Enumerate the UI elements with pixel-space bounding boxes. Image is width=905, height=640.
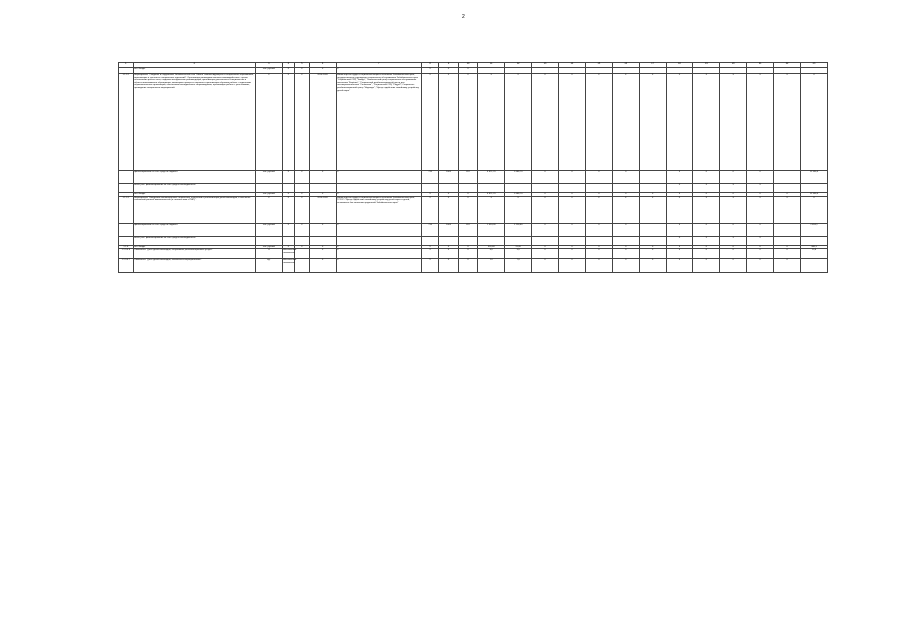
table-row (119, 74, 828, 171)
table-cell (458, 184, 478, 193)
table-cell: 0 (585, 223, 612, 236)
table-cell: 0 (720, 193, 747, 197)
table-cell: Х (422, 193, 439, 197)
table-cell (801, 236, 828, 245)
table-cell: 0 (747, 249, 774, 259)
table-cell: 0 (666, 249, 693, 259)
table-cell: Х (309, 223, 336, 236)
table-cell (774, 236, 801, 245)
table-cell (505, 184, 532, 193)
header-cell: 1 (119, 63, 134, 68)
table-cell: 0 (585, 249, 612, 259)
table-cell: Х (666, 196, 693, 223)
table-cell: Х (720, 74, 747, 171)
table-cell: Показатель "Доля детей-инвалидов, получивших реабилитационные услуги". (133, 249, 255, 259)
table-cell (295, 249, 310, 259)
table-cell: Х (532, 196, 559, 223)
table-cell: Министерство труда и социальной защиты населения Забайкальского края; ГСУСО "Центр содействия семейному устройству детей-сирот и детей, оставшихся без попечения родителей Забайкальского края" (336, 196, 422, 223)
table-cell: Х (255, 74, 282, 171)
table-cell: 0 (720, 245, 747, 249)
table-cell: 0 (558, 193, 585, 197)
table-cell (422, 236, 439, 245)
table-cell: Х (666, 184, 693, 193)
table-cell: Х (295, 68, 310, 74)
table-cell (439, 236, 459, 245)
table-cell: 733 (422, 171, 439, 184)
table-cell: 0 (585, 245, 612, 249)
table-cell: 0 (532, 223, 559, 236)
table-cell (282, 236, 294, 245)
table-cell: 2 653,1 (801, 223, 828, 236)
table-cell (119, 236, 134, 245)
table-cell: 0 (666, 193, 693, 197)
table-cell: Х (532, 74, 559, 171)
table-cell (532, 236, 559, 245)
table-cell: Х (801, 196, 828, 223)
table-cell: 0 (639, 259, 666, 273)
table-cell: Х (585, 74, 612, 171)
table-cell: Х (458, 74, 478, 171)
table-cell: Показатель "Доля детей-инвалидов, охваченных мероприятиями". (133, 259, 255, 273)
table-cell: Х (422, 74, 439, 171)
table-cell (336, 236, 422, 245)
table-cell: Х (336, 68, 422, 74)
header-cell: 8 (422, 63, 439, 68)
table-cell (558, 236, 585, 245)
table-cell: Х (295, 193, 310, 197)
header-cell: 16 (612, 63, 639, 68)
table-cell (255, 236, 282, 245)
table-cell: Х (336, 193, 422, 197)
table-cell: Х (295, 74, 310, 171)
table-cell: Х (439, 196, 459, 223)
table-cell: Х (458, 245, 478, 249)
table-row (119, 184, 828, 193)
header-cell: 11 (478, 63, 505, 68)
table-cell: 0 (747, 245, 774, 249)
header-cell: 9 (439, 63, 459, 68)
table-cell: Х (747, 236, 774, 245)
table-cell: Х (505, 74, 532, 171)
table-cell: 0 (720, 259, 747, 273)
table-cell (639, 236, 666, 245)
table-cell: 0 (532, 193, 559, 197)
table-cell: 0 (747, 259, 774, 273)
table-cell: Х (439, 245, 459, 249)
table-cell (505, 236, 532, 245)
table-cell: Х (747, 196, 774, 223)
header-cell: 19 (693, 63, 720, 68)
table-cell (295, 236, 310, 245)
header-cell: 3 (255, 63, 282, 68)
table-cell: тыс. рублей (255, 223, 282, 236)
table-row (119, 249, 828, 259)
table-cell: 1.1.6 (119, 245, 134, 249)
table-cell: Х (336, 249, 422, 259)
table-cell (309, 184, 336, 193)
table-cell (532, 184, 559, 193)
header-cell: 6 (309, 63, 336, 68)
table-cell: Мероприятие "Внедрение инновационных социальных технологий в реабилитации детей-инвалидов, в том числе технологий раннего вмешательства (в соответствии с ПНП)". (133, 196, 255, 223)
table-cell: 14 (478, 259, 505, 273)
table-cell: Х (422, 259, 439, 273)
table-cell: Х (295, 196, 310, 223)
table-cell: Х (639, 196, 666, 223)
table-cell: 1 228,80 (505, 223, 532, 236)
table-cell: Министерство труда и социальной защиты населения Забайкальского края; государственные учреждения социального обслуживания Забайкальского края "Социальный СРЦ "Звезда", "Комплексный центр социального обслуживания населения "Берёзка", "Социальный реабилитационный центр для несовершеннолетних "Солнышко", "Социальный СРЦ "Радуга"; Социально-реабилитационный центр "Надежда", "Центр содействия семейному устройству детей-сирот" (336, 74, 422, 171)
table-cell: 1003 (439, 171, 459, 184)
table-cell: 0 (666, 171, 693, 184)
table-cell: 0 (532, 245, 559, 249)
table-cell: 13,8 (801, 249, 828, 259)
table-cell (612, 184, 639, 193)
table-row (119, 259, 828, 273)
table-cell: 1.1.5.4.6 (119, 249, 134, 259)
table-cell: 733 (422, 223, 439, 236)
table-cell: 11 536,4 (801, 171, 828, 184)
table-cell: Х (439, 193, 459, 197)
table-cell: 0 (693, 245, 720, 249)
table-cell: 388,3 (801, 245, 828, 249)
table-cell: ед. (255, 259, 282, 273)
header-cell: 23 (801, 63, 828, 68)
table-cell: Х (478, 196, 505, 223)
table-cell (639, 223, 666, 236)
table-cell: 0 (639, 245, 666, 249)
table-cell: 0 (720, 249, 747, 259)
table-cell: % (255, 249, 282, 259)
table-row (119, 196, 828, 223)
table-cell: Х (282, 68, 294, 74)
table-cell: 1 066,70 (505, 193, 532, 197)
table-cell (612, 236, 639, 245)
table-cell: Х (458, 259, 478, 273)
table-cell: Х (693, 74, 720, 171)
page-number: 2 (462, 14, 465, 20)
table-cell: 0 (666, 245, 693, 249)
table-cell: Х (336, 245, 422, 249)
table-cell: Х (422, 196, 439, 223)
table-cell: Х (336, 223, 422, 236)
table-cell: Абсолютный показатель (282, 249, 294, 259)
header-cell: 18 (666, 63, 693, 68)
table-cell: 0 (747, 171, 774, 184)
table-cell (585, 236, 612, 245)
table-cell: 3,0 (505, 249, 532, 259)
table-cell: 0 (532, 171, 559, 184)
table-cell: тыс. рублей (255, 68, 282, 74)
table-cell: 0 (558, 223, 585, 236)
table-cell: 11 536,4 (801, 193, 828, 197)
table-cell: 0 (558, 249, 585, 259)
header-cell: 10 (458, 63, 478, 68)
table-cell: 0 (532, 249, 559, 259)
header-cell: 5 (295, 63, 310, 68)
table-cell: все Фонды (133, 193, 255, 197)
table-cell: 0 (558, 259, 585, 273)
table-cell (478, 236, 505, 245)
table-cell: 2014-2020 (309, 74, 336, 171)
table-cell: Х (666, 74, 693, 171)
table-cell: 0 (639, 249, 666, 259)
table-cell: Х (309, 68, 336, 74)
table-cell: 0 (693, 249, 720, 259)
table-cell (774, 223, 801, 236)
table-cell: все Фонды (133, 68, 255, 74)
table-cell: Х (282, 171, 294, 184)
table-cell: 0 (558, 171, 585, 184)
table-cell (439, 184, 459, 193)
table-cell: 4 671,70 (478, 171, 505, 184)
table-cell: 1.1.5.2 (119, 196, 134, 223)
table-cell: Х (747, 184, 774, 193)
table-cell: 0 (693, 223, 720, 236)
table-row (119, 171, 828, 184)
table-cell: Х (458, 196, 478, 223)
table-cell (478, 184, 505, 193)
table-cell: Х (585, 196, 612, 223)
table-row (119, 236, 828, 245)
table-cell: финансирование за счет средств бюджета (133, 223, 255, 236)
table-cell: Мероприятие "Создание и содержание Забайкальской сети "Школа" компенсирующего и специального образования, включающих в том числе специальных отделений". Организация межведомственного взаимодействия с целью обеспечения работы сети; создание методических рекомендаций; организация деятельности специалистов в области инклюзивного образования; мониторинг процесса открытия и организация обучения работы с педагогами образовательных организаций, обеспечение методического сопровождения; организация работы с участниками; проведение специальных мероприятий. (133, 74, 255, 171)
table-cell (309, 236, 336, 245)
table-cell (639, 171, 666, 184)
table-cell (255, 184, 282, 193)
table-cell: 612 (458, 171, 478, 184)
table-cell: Х (282, 196, 294, 223)
table-cell: Х (612, 196, 639, 223)
table-cell: 1.1.5.4.7 (119, 259, 134, 273)
table-cell: тыс. рублей (255, 245, 282, 249)
table-cell: тыс. рублей (255, 193, 282, 197)
table-cell: Х (720, 236, 747, 245)
table-cell: 0 (720, 223, 747, 236)
table-cell: Х (422, 245, 439, 249)
table-cell: Х (282, 193, 294, 197)
table-cell: Х (458, 68, 478, 74)
header-cell: 20 (720, 63, 747, 68)
table-cell: 0 (666, 223, 693, 236)
table-cell: 2014-2020 (309, 196, 336, 223)
table-cell: Х (255, 196, 282, 223)
table-cell (458, 236, 478, 245)
table-cell: 1 066,70 (505, 171, 532, 184)
table-cell: Х (801, 74, 828, 171)
table-cell: Х (439, 259, 459, 273)
table-cell: Х (336, 259, 422, 273)
table-cell: 0 (693, 259, 720, 273)
header-cell: 14 (558, 63, 585, 68)
table-cell (585, 184, 612, 193)
table-cell: 0 (774, 249, 801, 259)
table-cell (801, 184, 828, 193)
table-cell (119, 223, 134, 236)
table-cell (558, 184, 585, 193)
table-cell: Х (693, 236, 720, 245)
table-cell: 0 (747, 193, 774, 197)
table-cell: всего (тыс. финансирование за счет средств внебюджетных (133, 184, 255, 193)
table-cell: Х (309, 171, 336, 184)
table-cell: Х (693, 196, 720, 223)
table-cell: 1 424,30 (478, 223, 505, 236)
table-cell: 1.1.5.1 (119, 74, 134, 171)
table-cell: Х (439, 74, 459, 171)
header-cell: 22 (774, 63, 801, 68)
table-cell: 0 (532, 259, 559, 273)
table-cell: 4 671,70 (478, 193, 505, 197)
header-cell: 12 (505, 63, 532, 68)
table-cell: 0 (585, 193, 612, 197)
table-cell: Х (309, 249, 336, 259)
table-cell: 7,0 (505, 259, 532, 273)
table-cell: Абсолютный показатель (282, 259, 294, 273)
table-cell (801, 259, 828, 273)
table-cell: Х (639, 74, 666, 171)
table-cell: Х (720, 184, 747, 193)
table-cell: Х (720, 196, 747, 223)
table-cell: 0 (774, 245, 801, 249)
table-cell: 0 (774, 259, 801, 273)
table-cell: 0 (558, 245, 585, 249)
table-cell: Х (295, 171, 310, 184)
table-cell: Х (295, 245, 310, 249)
table-cell (774, 171, 801, 184)
table-cell: 301,48 (478, 245, 505, 249)
table-cell: 0 (585, 259, 612, 273)
table-cell: Х (282, 74, 294, 171)
header-cell: 21 (747, 63, 774, 68)
table-cell: 0 (693, 171, 720, 184)
table-cell (282, 184, 294, 193)
table-cell: Х (282, 223, 294, 236)
table-cell: Х (558, 74, 585, 171)
table-cell: 612 (458, 223, 478, 236)
table-cell: 0 (747, 223, 774, 236)
table-cell: 0 (774, 193, 801, 197)
table-cell: Х (422, 68, 439, 74)
table-cell: 0 (612, 245, 639, 249)
table-cell: финансирование за счет средств бюджета (133, 171, 255, 184)
table-cell: Х (309, 193, 336, 197)
table-cell (422, 184, 439, 193)
table-cell: 0 (693, 193, 720, 197)
table-cell: 4,0 (478, 249, 505, 259)
table-cell: 0 (612, 259, 639, 273)
table-cell: Х (439, 68, 459, 74)
header-cell: 2 (133, 63, 255, 68)
table-cell: Х (774, 74, 801, 171)
header-cell: 13 (532, 63, 559, 68)
table-cell: Х (282, 245, 294, 249)
table-cell (336, 184, 422, 193)
table-cell: Х (336, 171, 422, 184)
table-cell: 0 (666, 259, 693, 273)
table-cell: Х (612, 74, 639, 171)
table-cell: всего (тыс. финансирование за счет средств внебюджетных (133, 236, 255, 245)
table-cell: Х (295, 223, 310, 236)
table-cell: 0 (612, 249, 639, 259)
table-cell: Х (458, 193, 478, 197)
table-cell: 0 (720, 171, 747, 184)
header-cell: 4 (282, 63, 294, 68)
table-cell: тыс. рублей (255, 171, 282, 184)
table-cell: Х (558, 196, 585, 223)
table-row (119, 223, 828, 236)
program-table (118, 62, 828, 273)
header-cell: 15 (585, 63, 612, 68)
table-cell: Х (505, 196, 532, 223)
table-cell: Х (422, 249, 439, 259)
table-cell: Х (747, 74, 774, 171)
table-cell: Х (458, 249, 478, 259)
table-cell: Х (439, 249, 459, 259)
header-cell: 17 (639, 63, 666, 68)
table-cell: 0 (612, 193, 639, 197)
table-cell: 1003 (439, 223, 459, 236)
table-cell: Х (774, 196, 801, 223)
table-cell: Х (309, 259, 336, 273)
table-cell: Х (478, 74, 505, 171)
table-cell: 15,00 (505, 245, 532, 249)
table-cell: 0 (612, 171, 639, 184)
table-cell (295, 184, 310, 193)
table-cell (119, 184, 134, 193)
table-cell: 0 (612, 223, 639, 236)
table-cell: все Фонды (133, 245, 255, 249)
table-cell: 0 (639, 193, 666, 197)
header-cell: 7 (336, 63, 422, 68)
table-cell (639, 184, 666, 193)
table-cell: 0 (585, 171, 612, 184)
table-cell (119, 171, 134, 184)
table-cell: Х (666, 236, 693, 245)
table-cell (295, 259, 310, 273)
table-cell (774, 184, 801, 193)
table-cell: Х (309, 245, 336, 249)
table-cell: Х (693, 184, 720, 193)
